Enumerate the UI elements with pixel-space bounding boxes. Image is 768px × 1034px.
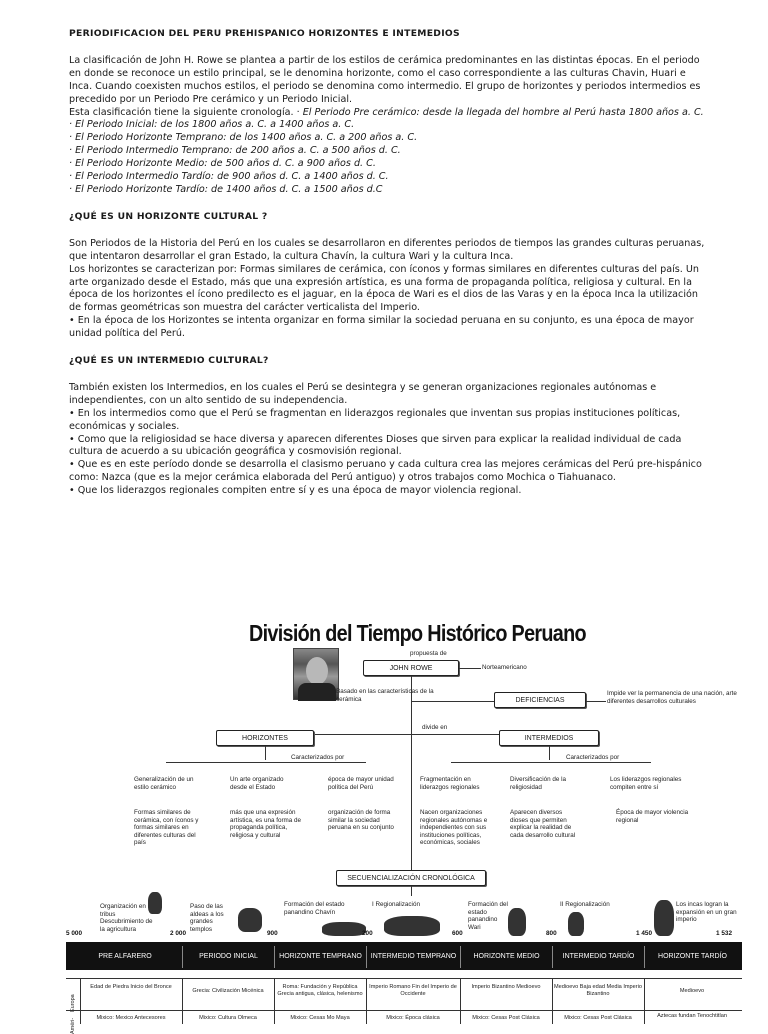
hz-char-head: Un arte organizado desde el Estado (230, 776, 284, 791)
hz-char-body: más que una expresión artística, es una forma de propaganda política, religiosa y cultural (230, 809, 302, 839)
event-label: Paso de las aldeas a los grandes templos (190, 903, 224, 933)
chronology-item: El Periodo Pre cerámico: desde la llegada del hombre al Perú hasta 1800 años a. C. (299, 106, 704, 118)
chronology-item: · El Periodo Horizonte Temprano: de los 1400 años a. C. a 200 años a. C. (69, 132, 418, 144)
in-char-body: Aparecen diversos dioses que permiten explicar la realidad de cada desarrollo cultural (510, 809, 576, 839)
horizonte-line: época de los horizontes el ícono predilecto es el jaguar, en la época de Wari es el dios de las Varas y en la época Inca la utilización (69, 289, 698, 301)
year-label: 5 000 (66, 930, 82, 937)
horizonte-line: arte organizado desde el Estado, más que una expresión artística, es una forma de propaganda política, religiosa y cultural. En la (69, 276, 692, 288)
impide-label: Impide ver la permanencia de una nación, arte diferentes desarrollos culturales (607, 690, 737, 705)
europa-cell: Edad de Piedra Inicio del Bronce (90, 984, 172, 990)
event-label: II Regionalización (560, 901, 610, 908)
horizonte-line: unidad política del Perú. (69, 328, 185, 340)
caracterizados-horizontes: Caracterizados por (291, 754, 345, 761)
diagram-title: División del Tiempo Histórico Peruano (249, 620, 586, 646)
europa-cell: Roma: Fundación y República Grecia antigua, clásica, helenismo (277, 984, 363, 997)
in-char-body: Época de mayor violencia regional (616, 809, 689, 824)
norteamericano-label: Norteamericano (482, 664, 527, 671)
basado-label: Basado en las características de la cerámica (336, 688, 434, 703)
intermedio-line: • Como que la religiosidad se hace diversa y aparecen diferentes Dioses que sirven para explicar la realidad individual de cada (69, 433, 682, 445)
in-char-head: Los liderazgos regionales compiten entre sí (610, 776, 682, 791)
propuesta-label: propuesta de (410, 650, 447, 657)
europa-cell: Grecia: Civilización Micénica (192, 988, 264, 994)
caracterizados-intermedios: Caracterizados por (566, 754, 620, 761)
john-rowe-portrait (293, 648, 339, 700)
artifact-icon (322, 922, 366, 936)
intermedio-line: • En los intermedios como que el Perú se fragmentan en liderazgos regionales que inventan sus propias instituciones políticas, (69, 407, 681, 419)
year-label: 2 000 (170, 930, 186, 937)
horizonte-line: Los horizontes se caracterizan por: Formas similares de cerámica, con íconos y formas similares en diferentes culturas del país. Un (69, 263, 699, 275)
intro-paragraph (69, 55, 719, 197)
hz-char-body: organización de forma similar la sociedad peruana en su conjunto (328, 809, 394, 832)
chronology-diagram (66, 612, 742, 1034)
period-cell: INTERMEDIO TARDÍO (552, 946, 644, 968)
period-cell: PRE ALFARERO (98, 953, 152, 960)
event-label: I Regionalización (372, 901, 420, 908)
period-cell: PERIODO INICIAL (182, 946, 274, 968)
section-title-horizonte: ¿QUÉ ES UN HORIZONTE CULTURAL ? (69, 210, 268, 222)
artifact-icon (508, 908, 526, 936)
event-label: Los incas logran la expansión en un gran imperio (676, 901, 737, 924)
europa-label: Europa (70, 994, 76, 1012)
in-char-head: Diversificación de la religiosidad (510, 776, 566, 791)
horizonte-line: Son Periodos de la Historia del Perú en los cuales se desarrollaron en diferentes periodos de tiempos las grandes culturas peruanas, (69, 237, 705, 249)
in-char-body: Nacen organizaciones regionales autónomas e independientes con sus instituciones políticas, económicas, sociales (420, 809, 488, 847)
secuencializacion-box: SECUENCIALIZACIÓN CRONOLÓGICA (336, 870, 486, 886)
event-label: Formación del estado panandino Wari (468, 901, 508, 931)
document-body (69, 28, 719, 498)
deficiencias-box: DEFICIENCIAS (494, 692, 586, 708)
chronology-item: · El Periodo Horizonte Medio: de 500 años d. C. a 900 años d. C. (69, 158, 376, 170)
event-label: Organización en tribus Descubrimiento de la agricultura (100, 903, 153, 933)
intermedio-paragraph (69, 382, 719, 498)
artifact-icon (384, 916, 440, 936)
horizonte-line: de formas geométricas son muestra del carácter verticalista del Imperio. (69, 302, 420, 314)
chronology-item: · El Periodo Horizonte Tardío: de 1400 años d. C. a 1500 años d.C (69, 183, 383, 195)
year-label: 800 (546, 930, 557, 937)
year-label: 1 532 (716, 930, 732, 937)
chronology-item: · El Periodo Intermedio Temprano: de 200 años a. C. a 500 años d. C. (69, 145, 401, 157)
year-label: 900 (267, 930, 278, 937)
period-cell: HORIZONTE TEMPRANO (274, 946, 366, 968)
period-cell: INTERMEDIO TEMPRANO (366, 946, 460, 968)
europa-cell: Imperio Bizantino Medioevo (471, 984, 541, 990)
intro-line: Inca. Cuando coexisten muchos estilos, el periodo se denomina como intermedio. El grupo de horizontes y periodos intermedios es (69, 80, 701, 92)
in-char-head: Fragmentación en liderazgos regionales (420, 776, 480, 791)
divide-label: divide en (422, 724, 448, 731)
intermedio-line: • Que es en este período donde se desarrolla el clasismo peruano y cada cultura crea las mejores cerámicas del Perú pre-hispánico (69, 459, 702, 471)
intermedio-line: También existen los Intermedios, en los cuales el Perú se desintegra y se generan organizaciones regionales autónomas e (69, 381, 657, 393)
hz-char-head: Generalización de un estilo cerámico (134, 776, 194, 791)
intro-line: La clasificación de John H. Rowe se plantea a partir de los estilos de cerámica predominantes en las distintas épocas. En el periodo (69, 54, 700, 66)
chronology-lead-line (69, 107, 719, 120)
america-cell: Mixico: Cesas Post Clásica (564, 1015, 632, 1021)
intermedios-box: INTERMEDIOS (499, 730, 599, 746)
hz-char-head: época de mayor unidad política del Perú (328, 776, 394, 791)
section-title-intermedio: ¿QUÉ ES UN INTERMEDIO CULTURAL? (69, 355, 269, 367)
horizontes-box: HORIZONTES (216, 730, 314, 746)
chronology-item: · El Periodo Inicial: de los 1800 años a. C. a 1400 años a. C. (69, 119, 355, 131)
intro-line: en donde se reconoce un estilo principal, se le denomina horizonte, como el caso correspondiente a las culturas Chavin, Huari e (69, 67, 686, 79)
america-cell: Mixico: Cesas Post Clásica (472, 1015, 540, 1021)
europa-cell: Imperio Romano Fin del Imperio de Occidente (369, 984, 457, 997)
artifact-icon (568, 912, 584, 936)
horizonte-line: • En la época de los Horizontes se intenta organizar en forma similar la sociedad peruana en su conjunto, es una época de mayor (69, 315, 694, 327)
america-cell: Mixico: Cultura Olmeca (199, 1015, 257, 1021)
europa-cell: Medioevo (679, 988, 705, 994)
america-cell: Mixico: Cesas Mo Maya (290, 1015, 350, 1021)
period-cell: HORIZONTE TARDÍO (644, 946, 740, 968)
america-label: Améri- (70, 1017, 76, 1034)
intermedio-line: cultura de acuerdo a su ubicación geográfica y cosmovisión regional. (69, 446, 402, 458)
artifact-icon (238, 908, 262, 932)
year-label: 200 (362, 930, 373, 937)
john-rowe-box: JOHN ROWE (363, 660, 459, 676)
year-label: 600 (452, 930, 463, 937)
america-cell: Mixico: Mexico Antecesores (96, 1015, 166, 1021)
america-cell: Mixico: Época clásica (386, 1015, 440, 1021)
europa-cell: Medioevo Baja edad Media Imperio Bizantino (554, 984, 642, 997)
intermedio-line: económicas y sociales. (69, 420, 180, 432)
chronology-item: · El Periodo Intermedio Tardío: de 900 años d. C. a 1400 años d. C. (69, 171, 389, 183)
intermedio-line: • Que los liderazgos regionales compiten entre sí y es una época de mayor violencia regional. (69, 485, 522, 497)
year-label: 1 450 (636, 930, 652, 937)
intermedio-line: como: Nazca (que es la mejor cerámica elaborada del Perú antiguo) y otros trabajos como Mochica o Tiahuanaco. (69, 472, 616, 484)
chronology-lead: Esta clasificación tiene la siguiente cronología. · (69, 106, 300, 118)
horizonte-paragraph (69, 238, 719, 341)
event-label: Formación del estado panandino Chavín (284, 901, 345, 916)
america-cell: Aztecas fundan Tenochtitlan (657, 1013, 727, 1019)
period-cell: HORIZONTE MEDIO (460, 946, 552, 968)
hz-char-body: Formas similares de cerámica, con íconos y formas similares en diferentes culturas del país (134, 809, 199, 847)
intermedio-line: independientes, con un alto sentido de su independencia. (69, 394, 348, 406)
horizonte-line: que intentaron desarrollar el gran Estado, la cultura Chavín, la cultura Wari y la cultura Inca. (69, 250, 514, 262)
artifact-icon (654, 900, 674, 936)
document-title: PERIODIFICACION DEL PERU PREHISPANICO HORIZONTES E INTEMEDIOS (69, 28, 460, 39)
artifact-icon (148, 892, 162, 914)
intro-line: precedido por un Periodo Pre cerámico y un Periodo Inicial. (69, 93, 353, 105)
